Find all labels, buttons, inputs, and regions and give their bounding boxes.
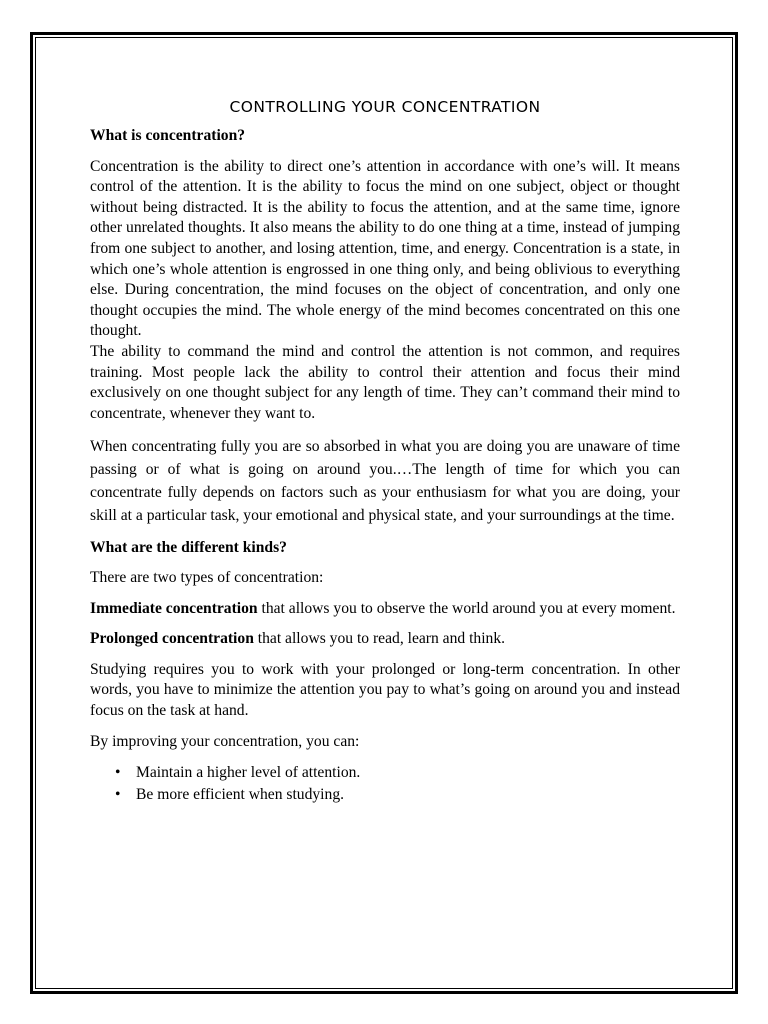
desc-immediate: that allows you to observe the world around you at every moment. [257,599,676,617]
heading-different-kinds: What are the different kinds? [90,538,287,556]
term-immediate: Immediate concentration [90,599,258,617]
list-item-text: Maintain a higher level of attention. [136,764,361,782]
paragraph-training: The ability to command the mind and control the attention is not common, and requires training. Most people lack the ability to control their attention and focus their mind exclusively on one thought subject for any length of time. They can’t command their mind to concentrate, whenever they want to. [90,342,680,422]
paragraph-absorbed: When concentrating fully you are so absorbed in what you are doing you are unaware of time passing or of what is going on around you.…The length of time for which you can concentrate fully depends on factors such as your enthusiasm for what you are doing, your skill at a particular task, your emotional and physical state, and your surroundings at the time. [90,438,680,524]
desc-prolonged: that allows you to read, learn and think. [253,630,506,648]
bullet-icon: • [115,786,121,804]
term-prolonged: Prolonged concentration [90,630,254,648]
paragraph-improving: By improving your concentration, you can: [90,732,360,750]
list-item [115,762,680,784]
paragraph-prolonged [90,629,680,650]
bullet-icon: • [115,764,121,782]
benefits-list [90,762,680,806]
paragraph-studying: Studying requires you to work with your prolonged or long-term concentration. In other words, you have to minimize the attention you pay to what’s going on around you and instead focus on the task at hand. [90,660,680,720]
list-item-text: Be more efficient when studying. [136,786,345,804]
paragraph-definition: Concentration is the ability to direct one’s attention in accordance with one’s will. It means control of the attention. It is the ability to focus the mind on one subject, object or thought without being distracted. It is the ability to focus the attention, and at the same time, ignore other unrelated thoughts. It also means the ability to do one thing at a time, instead of jumping from one subject to another, and losing attention, time, and energy. Concentration is a state, in which one’s whole attention is engrossed in one thing only, and being oblivious to everything else. During concentration, the mind focuses on the object of concentration, and only one thought occupies the mind. The whole energy of the mind becomes concentrated on this one thought. [90,157,680,340]
paragraph-two-types: There are two types of concentration: [90,569,324,587]
paragraph-immediate [90,599,680,620]
document-body [90,96,680,806]
heading-what-is-concentration: What is concentration? [90,127,246,144]
list-item [115,784,680,806]
document-title: CONTROLLING YOUR CONCENTRATION [229,98,541,116]
